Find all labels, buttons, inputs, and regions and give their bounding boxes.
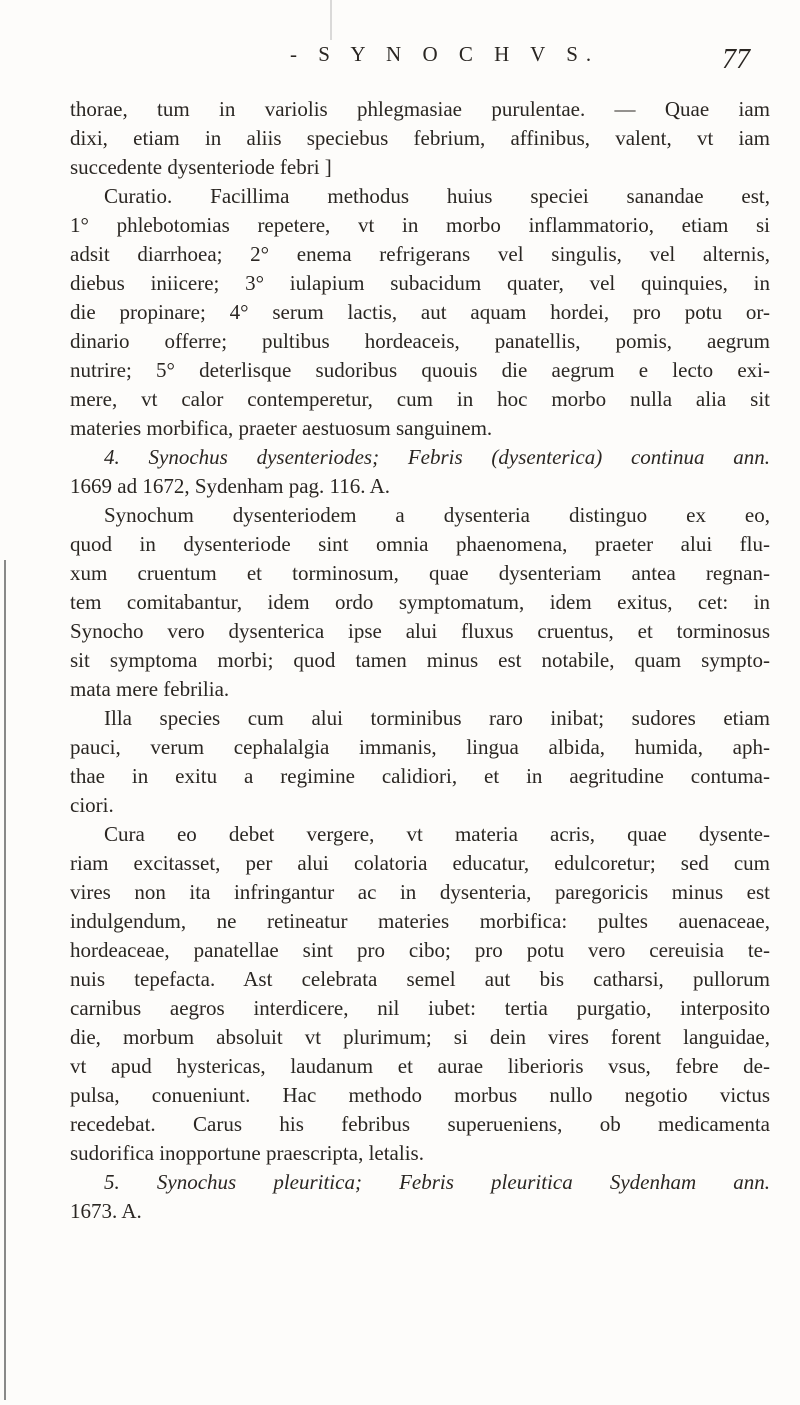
text-line: dinario offerre; pultibus hordeaceis, panatellis, pomis, aegrum: [70, 329, 770, 353]
text-line: ciori.: [70, 793, 114, 817]
text-line: succedente dysenteriode febri ]: [70, 155, 332, 179]
text-line: 1669 ad 1672, Sydenham pag. 116. A.: [70, 474, 391, 498]
text-line: quod in dysenteriode sint omnia phaenomena, praeter alui flu-: [70, 532, 770, 556]
section-heading-4: 4. Synochus dysenteriodes; Febris (dysenterica) continua ann.: [104, 445, 770, 469]
text-line: Cura eo debet vergere, vt materia acris, quae dysente-: [104, 822, 770, 846]
section-heading-5: 5. Synochus pleuritica; Febris pleuritica Sydenham ann.: [104, 1170, 770, 1194]
text-line: adsit diarrhoea; 2° enema refrigerans vel singulis, vel alternis,: [70, 242, 770, 266]
text-line: sit symptoma morbi; quod tamen minus est notabile, quam sympto-: [70, 648, 770, 672]
text-line: thae in exitu a regimine calidiori, et in aegritudine contuma-: [70, 764, 770, 788]
text-line: Synocho vero dysenterica ipse alui fluxus cruentus, et torminosus: [70, 619, 770, 643]
margin-shadow: [4, 560, 6, 1400]
body-text: [70, 95, 770, 1226]
text-line: thorae, tum in variolis phlegmasiae purulentae. — Quae iam: [70, 97, 770, 121]
text-line: mata mere febrilia.: [70, 677, 230, 701]
text-line: die propinare; 4° serum lactis, aut aquam hordei, pro potu or-: [70, 300, 770, 324]
running-head: - S Y N O C H V S.: [290, 42, 600, 66]
text-line: vt apud hystericas, laudanum et aurae liberioris vsus, febre de-: [70, 1054, 770, 1078]
text-line: die, morbum absoluit vt plurimum; si dein vires forent languidae,: [70, 1025, 770, 1049]
text-line: riam excitasset, per alui colatoria educatur, edulcoretur; sed cum: [70, 851, 770, 875]
page-header: [0, 38, 800, 88]
text-line: vires non ita infringantur ac in dysenteria, paregoricis minus est: [70, 880, 770, 904]
text-line: tem comitabantur, idem ordo symptomatum, idem exitus, cet: in: [70, 590, 770, 614]
text-line: sudorifica inopportune praescripta, letalis.: [70, 1141, 424, 1165]
text-line: carnibus aegros interdicere, nil iubet: tertia purgatio, interposito: [70, 996, 770, 1020]
text-line: 1673. A.: [70, 1199, 142, 1223]
text-line: Illa species cum alui torminibus raro inibat; sudores etiam: [104, 706, 770, 730]
text-line: Synochum dysenteriodem a dysenteria distinguo ex eo,: [104, 503, 770, 527]
text-line: diebus iniicere; 3° iulapium subacidum quater, vel quinquies, in: [70, 271, 770, 295]
text-line: dixi, etiam in aliis speciebus febrium, affinibus, valent, vt iam: [70, 126, 770, 150]
text-line: 1° phlebotomias repetere, vt in morbo inflammatorio, etiam si: [70, 213, 770, 237]
text-line: nutrire; 5° deterlisque sudoribus quouis die aegrum e lecto exi-: [70, 358, 770, 382]
text-line: xum cruentum et torminosum, quae dysenteriam antea regnan-: [70, 561, 770, 585]
text-line: indulgendum, ne retineatur materies morbifica: pultes auenaceae,: [70, 909, 770, 933]
text-line: pulsa, conueniunt. Hac methodo morbus nullo negotio victus: [70, 1083, 770, 1107]
text-line: nuis tepefacta. Ast celebrata semel aut bis catharsi, pullorum: [70, 967, 770, 991]
text-line: recedebat. Carus his febribus superueniens, ob medicamenta: [70, 1112, 770, 1136]
text-line: hordeaceae, panatellae sint pro cibo; pro potu vero cereuisia te-: [70, 938, 770, 962]
text-line: mere, vt calor contemperetur, cum in hoc morbo nulla alia sit: [70, 387, 770, 411]
text-line: materies morbifica, praeter aestuosum sanguinem.: [70, 416, 493, 440]
text-line: pauci, verum cephalalgia immanis, lingua albida, humida, aph-: [70, 735, 770, 759]
page-number: 77: [722, 44, 750, 75]
paper-blemish: [330, 0, 332, 40]
text-line: Curatio. Facillima methodus huius speciei sanandae est,: [104, 184, 770, 208]
